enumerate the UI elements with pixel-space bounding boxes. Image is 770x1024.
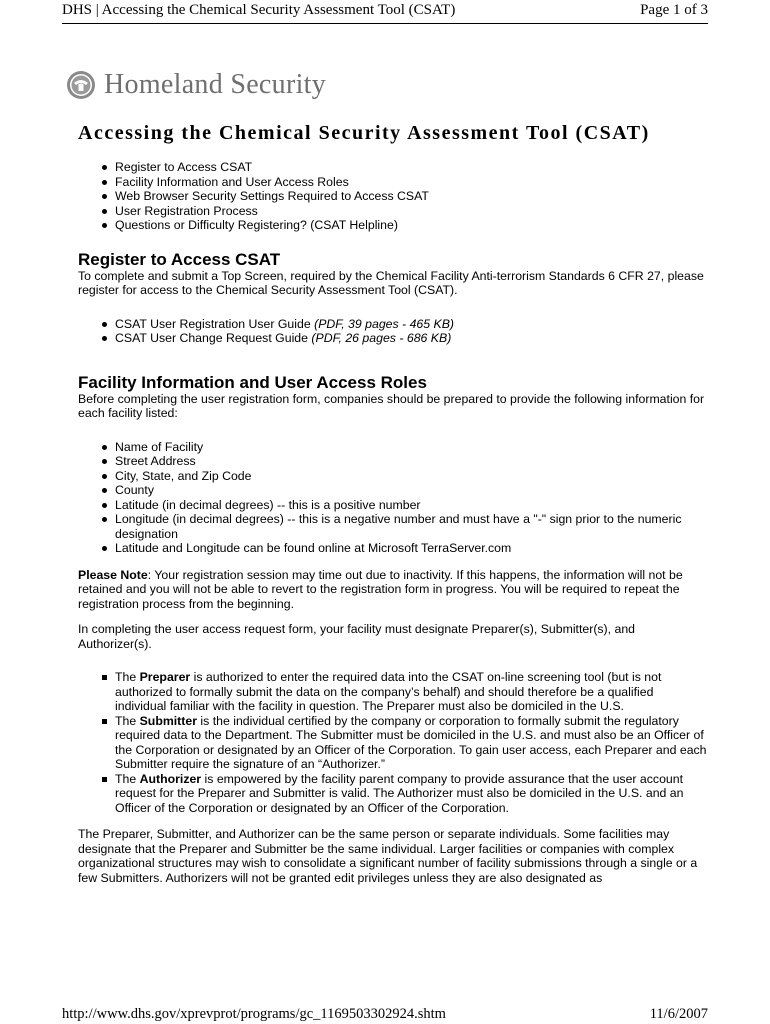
- section-heading-register: Register to Access CSAT: [78, 249, 281, 269]
- role-pre: The: [115, 771, 140, 786]
- role-name: Submitter: [139, 713, 197, 728]
- roles-closing: The Preparer, Submitter, and Authorizer can be the same person or separate individuals. Some facilities may designate that the Preparer and Submitter be the same individual. Larger facilities or companies with complex organizational structures may wish to consolidate a significant number of facility submissions through a single or a few Submitters. Authorizers will not be granted edit privileges unless they are also designated as: [78, 827, 698, 885]
- list-item: Longitude (in decimal degrees) -- this is a negative number and must have a "-" sign prior to the numeric designation: [78, 512, 708, 541]
- toc-link-facility[interactable]: Facility Information and User Access Roles: [78, 175, 708, 190]
- dhs-seal-icon: [66, 70, 96, 100]
- list-item: [78, 331, 708, 346]
- please-note-text: : Your registration session may time out due to inactivity. If this happens, the information will not be retained and you will not be able to revert to the registration form in progress. You will be required to repeat the registration process from the beginning.: [78, 567, 683, 611]
- list-item: [78, 317, 708, 332]
- role-name: Authorizer: [139, 771, 202, 786]
- role-preparer: [78, 670, 708, 714]
- facility-intro: Before completing the user registration form, companies should be prepared to provide the following information for each facility listed:: [78, 391, 705, 420]
- print-footer-date: 11/6/2007: [649, 1006, 708, 1022]
- role-description: is empowered by the facility parent company to provide assurance that the user account request for the Preparer and Submitter is valid. The Authorizer must also be domiciled in the U.S. and an Officer of the Corporation or designated by an Officer of the Corporation.: [115, 771, 684, 815]
- section-heading-facility: Facility Information and User Access Roles: [78, 372, 427, 392]
- please-note-label: Please Note: [78, 567, 148, 582]
- role-authorizer: [78, 772, 708, 816]
- main-content: [78, 120, 708, 885]
- list-item: City, State, and Zip Code: [78, 469, 708, 484]
- dhs-logo[interactable]: [66, 68, 326, 102]
- table-of-contents: [78, 160, 708, 233]
- toc-link-helpline[interactable]: Questions or Difficulty Registering? (CSAT Helpline): [78, 218, 708, 233]
- role-name: Preparer: [139, 670, 191, 684]
- role-submitter: [78, 714, 708, 772]
- terraserver-prefix: Latitude and Longitude can be found online at: [115, 541, 368, 555]
- list-item: County: [78, 483, 708, 498]
- print-footer-url: http://www.dhs.gov/xprevprot/programs/gc_1169503302924.shtm: [62, 1006, 446, 1022]
- header-divider: [62, 23, 708, 24]
- roles-list: [78, 670, 708, 815]
- register-intro: To complete and submit a Top Screen, required by the Chemical Facility Anti-terrorism Standards 6 CFR 27, please register for access to the Chemical Security Assessment Tool (CSAT).: [78, 268, 704, 297]
- logo-text: Homeland Security: [104, 69, 327, 100]
- facility-info-list: [78, 440, 708, 556]
- guide-meta: (PDF, 26 pages - 686 KB): [311, 331, 452, 345]
- list-item: Street Address: [78, 454, 708, 469]
- guide-meta: (PDF, 39 pages - 465 KB): [314, 316, 455, 331]
- page-title: Accessing the Chemical Security Assessment Tool (CSAT): [78, 122, 650, 144]
- roles-intro: In completing the user access request form, your facility must designate Preparer(s), Submitter(s), and Authorizer(s).: [78, 622, 636, 651]
- guide-link-registration[interactable]: CSAT User Registration User Guide: [115, 316, 311, 331]
- guide-list: [78, 317, 708, 346]
- role-description: is authorized to enter the required data into the CSAT on-line screening tool (but is not authorized to formally submit the data on the company’s behalf) and should therefore be a qualified individual familiar with the facility in question. The Preparer must also be domiciled in the U.S.: [115, 670, 662, 713]
- guide-link-change-request[interactable]: CSAT User Change Request Guide: [115, 331, 308, 345]
- terraserver-link[interactable]: Microsoft TerraServer.com: [367, 541, 512, 555]
- list-item: Latitude (in decimal degrees) -- this is a positive number: [78, 498, 708, 513]
- print-header-page: Page 1 of 3: [640, 2, 708, 18]
- list-item: Name of Facility: [78, 440, 708, 455]
- role-description: is the individual certified by the company or corporation to formally submit the regulatory required data to the Department. The Submitter must be domiciled in the U.S. and must also be an Officer of the Corporation or designated by an Officer of the Corporation. To gain user access, each Preparer and each Submitter require the signature of an “Authorizer.”: [115, 713, 707, 771]
- role-pre: The: [115, 670, 140, 684]
- print-header-title: DHS | Accessing the Chemical Security Assessment Tool (CSAT): [62, 2, 456, 18]
- list-item: [78, 541, 708, 556]
- toc-link-registration-process[interactable]: User Registration Process: [78, 204, 708, 219]
- print-header: [62, 2, 708, 24]
- toc-link-browser-settings[interactable]: Web Browser Security Settings Required to Access CSAT: [78, 189, 708, 204]
- please-note: [78, 568, 708, 612]
- toc-link-register[interactable]: Register to Access CSAT: [78, 160, 708, 175]
- role-pre: The: [115, 713, 140, 728]
